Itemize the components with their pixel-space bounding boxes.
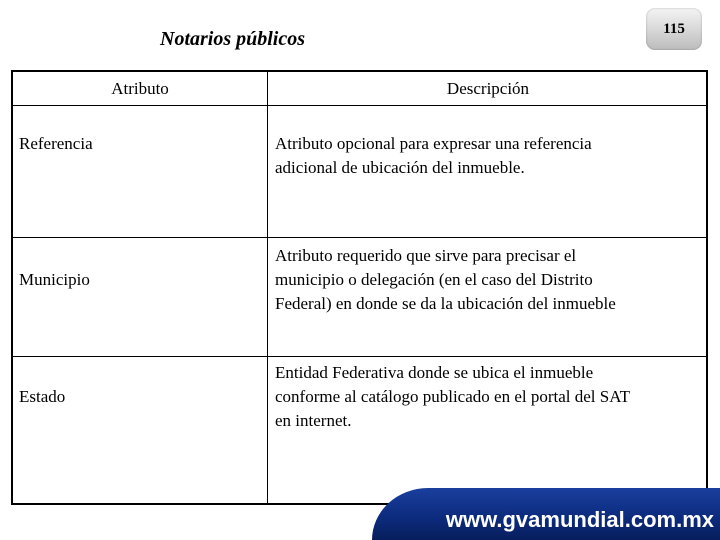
description-cell-referencia	[275, 132, 703, 180]
description-line: conforme al catálogo publicado en el portal del SAT	[275, 387, 630, 406]
attribute-table	[11, 70, 708, 505]
description-line: Atributo requerido que sirve para precisar el	[275, 246, 577, 265]
description-line: Entidad Federativa donde se ubica el inmueble	[275, 363, 594, 382]
column-header-description: Descripción	[446, 79, 530, 98]
page-title: Notarios públicos	[160, 28, 306, 50]
column-header-attribute: Atributo	[111, 79, 169, 98]
description-line: adicional de ubicación del inmueble.	[275, 158, 525, 177]
description-line: Atributo opcional para expresar una referencia	[275, 134, 592, 153]
attribute-cell-municipio: Municipio	[19, 270, 90, 289]
row-divider	[13, 237, 706, 238]
attribute-cell-estado: Estado	[19, 387, 66, 406]
description-line: en internet.	[275, 411, 352, 430]
column-divider	[267, 72, 268, 503]
attribute-cell-referencia: Referencia	[19, 134, 93, 153]
page-number: 115	[663, 20, 685, 37]
description-line: Federal) en donde se da la ubicación del inmueble	[275, 294, 616, 313]
header-divider	[13, 105, 706, 106]
description-line: municipio o delegación (en el caso del Distrito	[275, 270, 593, 289]
page-number-badge	[646, 8, 702, 50]
footer-url: www.gvamundial.com.mx	[445, 507, 714, 532]
description-cell-municipio	[275, 244, 703, 316]
row-divider	[13, 356, 706, 357]
description-cell-estado	[275, 361, 703, 433]
